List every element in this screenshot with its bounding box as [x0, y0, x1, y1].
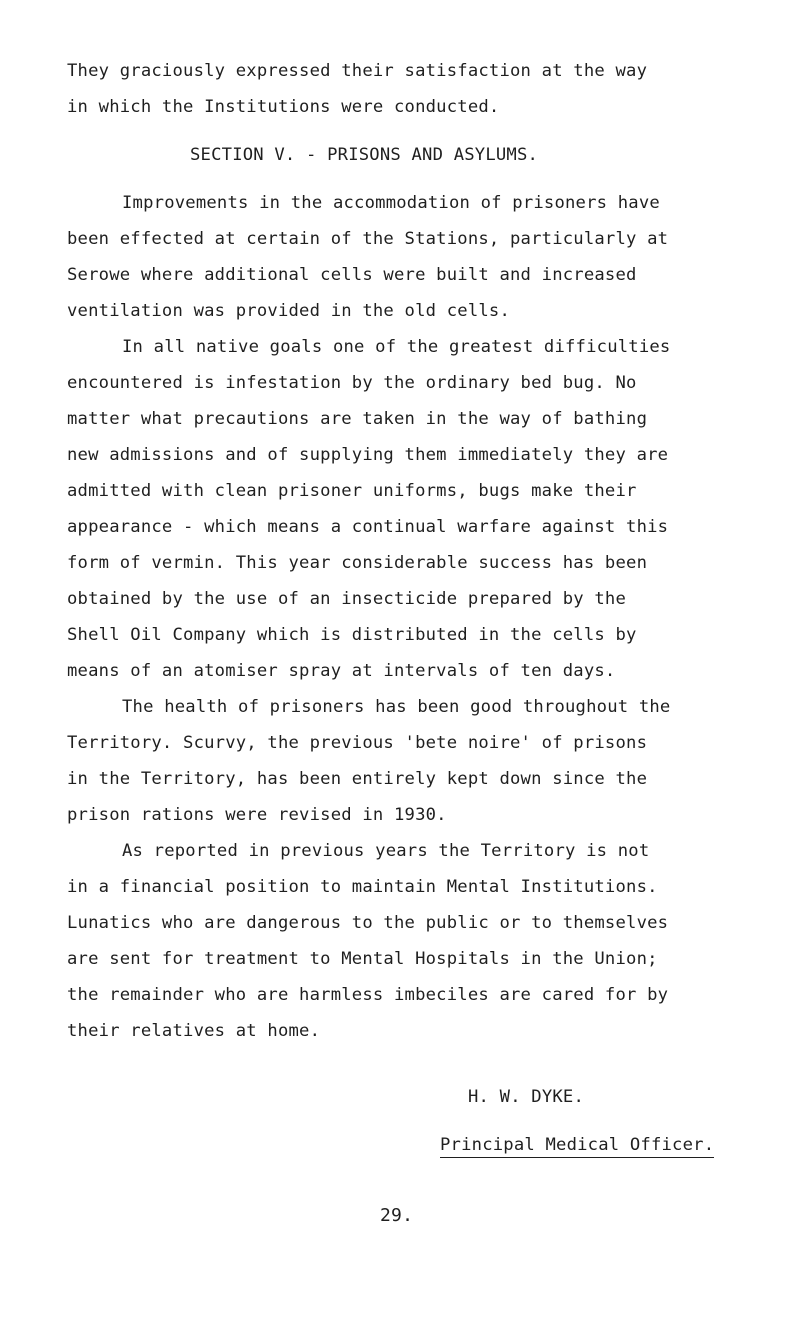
- paragraph-line: ventilation was provided in the old cells.: [67, 301, 511, 321]
- paragraph-line: been effected at certain of the Stations, particularly at: [67, 229, 669, 249]
- paragraph-line: Improvements in the accommodation of prisoners have: [122, 193, 660, 213]
- paragraph-line: In all native goals one of the greatest difficulties: [122, 337, 671, 357]
- paragraph-line: appearance - which means a continual warfare against this: [67, 517, 669, 537]
- paragraph-line: in the Territory, has been entirely kept down since the: [67, 769, 648, 789]
- paragraph-line: prison rations were revised in 1930.: [67, 805, 447, 825]
- paragraph-line: the remainder who are harmless imbeciles are cared for by: [67, 985, 669, 1005]
- signatory-name: H. W. DYKE.: [468, 1087, 585, 1107]
- paragraph-line: Serowe where additional cells were built and increased: [67, 265, 637, 285]
- paragraph-line: new admissions and of supplying them immediately they are: [67, 445, 669, 465]
- paragraph-line: As reported in previous years the Territory is not: [122, 841, 650, 861]
- intro-line: in which the Institutions were conducted.: [67, 97, 500, 117]
- paragraph-line: encountered is infestation by the ordinary bed bug. No: [67, 373, 637, 393]
- paragraph-line: obtained by the use of an insecticide prepared by the: [67, 589, 627, 609]
- paragraph-line: matter what precautions are taken in the way of bathing: [67, 409, 648, 429]
- signatory-title: Principal Medical Officer.: [440, 1134, 714, 1158]
- paragraph-line: The health of prisoners has been good throughout the: [122, 697, 671, 717]
- paragraph-line: Lunatics who are dangerous to the public or to themselves: [67, 913, 669, 933]
- page-number: 29.: [380, 1205, 414, 1226]
- paragraph-line: Shell Oil Company which is distributed in the cells by: [67, 625, 637, 645]
- paragraph-line: in a financial position to maintain Mental Institutions.: [67, 877, 658, 897]
- paragraph-line: means of an atomiser spray at intervals of ten days.: [67, 661, 616, 681]
- paragraph-line: their relatives at home.: [67, 1021, 321, 1041]
- section-heading: SECTION V. - PRISONS AND ASYLUMS.: [190, 145, 539, 165]
- paragraph-line: are sent for treatment to Mental Hospitals in the Union;: [67, 949, 658, 969]
- paragraph-line: form of vermin. This year considerable success has been: [67, 553, 648, 573]
- paragraph-line: admitted with clean prisoner uniforms, bugs make their: [67, 481, 637, 501]
- intro-line: They graciously expressed their satisfaction at the way: [67, 61, 648, 81]
- paragraph-line: Territory. Scurvy, the previous 'bete noire' of prisons: [67, 733, 648, 753]
